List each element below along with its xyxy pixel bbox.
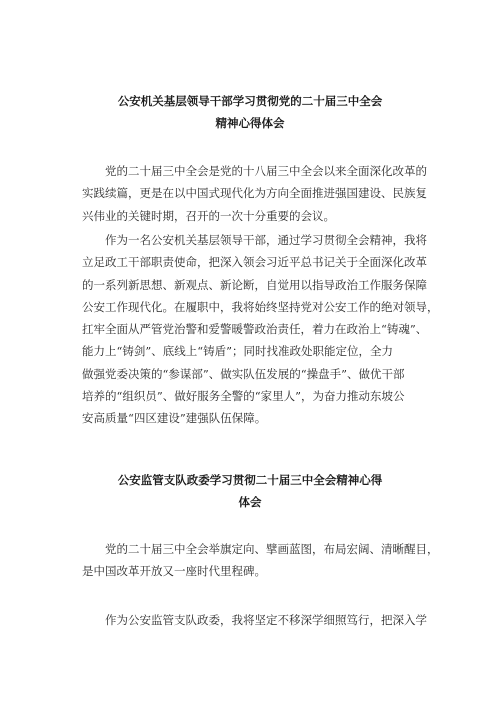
article1-paragraph-2 xyxy=(82,229,452,430)
paragraph-line: 做强党委决策的“参谋部”、做实队伍发展的“操盘手”、做优干部 xyxy=(82,366,405,381)
paragraph-line: 党的二十届三中全会举旗定向、擘画蓝图，布局宏阔、清晰醒目， xyxy=(105,542,439,556)
article2-title xyxy=(70,469,430,513)
article1-title xyxy=(70,90,430,134)
article2-title-line2: 体会 xyxy=(238,495,262,509)
paragraph-line: 的一系列新思想、新观点、新论断，自觉用以指导政治工作服务保障 xyxy=(82,277,427,292)
paragraph-line: 是中国改革开放又一座时代里程碑。 xyxy=(82,564,266,579)
paragraph-line: 能力上“铸剑”、底线上“铸盾”；同时找准政处职能定位，全力 xyxy=(82,344,394,359)
paragraph-line: 作为公安监管支队政委，我将坚定不移深学细照笃行，把深入学 xyxy=(105,613,427,627)
article1-title-line2: 精神心得体会 xyxy=(215,116,285,130)
paragraph-line: 公安工作现代化。在履职中，我将始终坚持党对公安工作的绝对领导， xyxy=(82,299,439,314)
article2-title-line1: 公安监管支队政委学习贯彻二十届三中全会精神心得 xyxy=(117,473,383,487)
article1-paragraph-1 xyxy=(82,160,452,227)
article2-paragraph-1 xyxy=(82,538,452,583)
article1-title-line1: 公安机关基层领导干部学习贯彻党的二十届三中全会 xyxy=(117,94,383,108)
paragraph-line: 兴伟业的关键时期，召开的一次十分重要的会议。 xyxy=(82,208,335,223)
paragraph-line: 培养的“组织员”、做好服务全警的“家里人”，为奋力推动东坡公 xyxy=(82,389,405,404)
paragraph-line: 作为一名公安机关基层领导干部，通过学习贯彻全会精神，我将 xyxy=(105,233,427,247)
paragraph-line: 党的二十届三中全会是党的十八届三中全会以来全面深化改革的 xyxy=(105,164,427,178)
paragraph-line: 扛牢全面从严管党治警和爱警暖警政治责任，着力在政治上“铸魂”、 xyxy=(82,322,428,337)
paragraph-line: 立足政工干部职责使命，把深入领会习近平总书记关于全面深化改革 xyxy=(82,255,427,270)
article2-paragraph-2 xyxy=(82,609,452,631)
paragraph-line: 安高质量“四区建设”建强队伍保障。 xyxy=(82,411,267,426)
paragraph-line: 实践续篇，更是在以中国式现代化为方向全面推进强国建设、民族复 xyxy=(82,186,427,201)
